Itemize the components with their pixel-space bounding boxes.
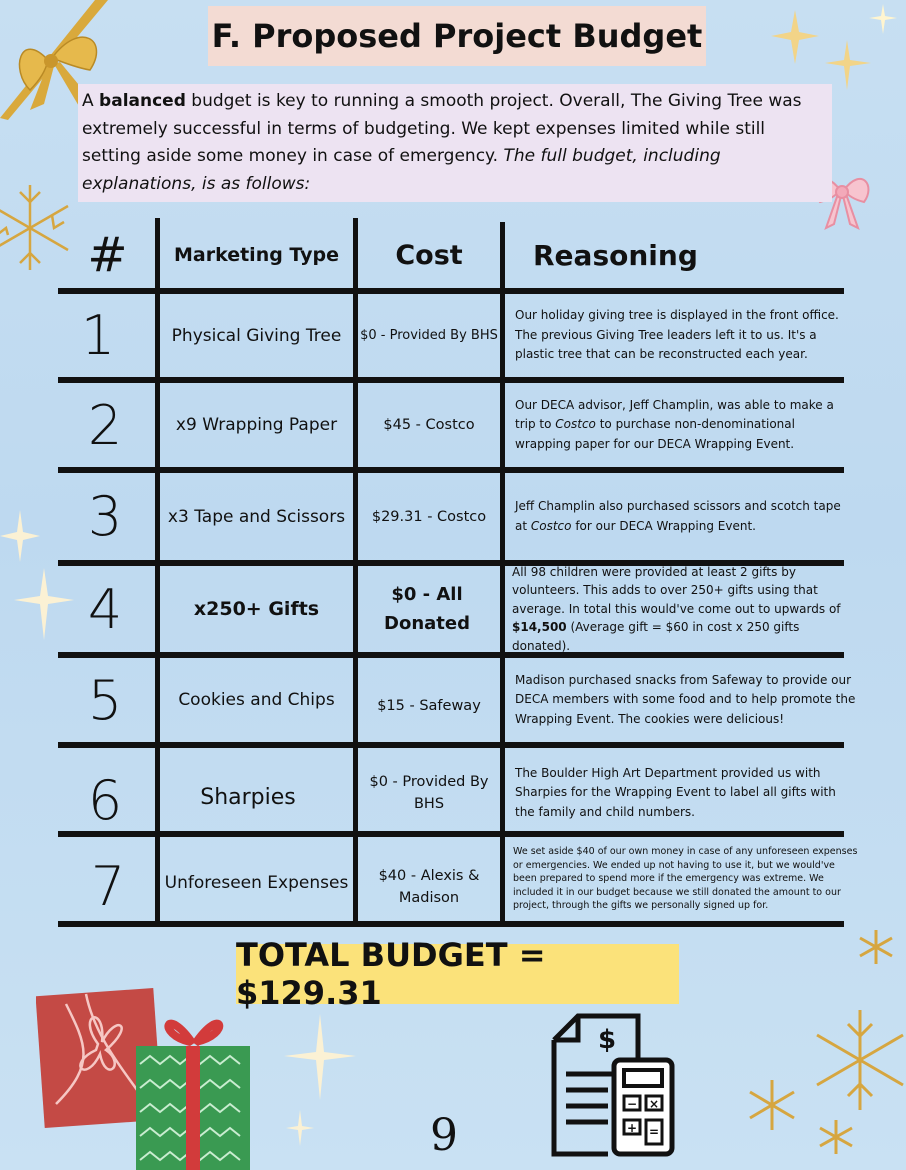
- row-type: x9 Wrapping Paper: [175, 415, 338, 435]
- page-number: 9: [430, 1110, 458, 1161]
- table-header-type: Marketing Type: [173, 244, 340, 266]
- row-reasoning: Madison purchased snacks from Safeway to provide our DECA members with some food and to help promote the Wrapping Event. The cookies were delicious!: [515, 672, 856, 726]
- row-number: 2: [87, 393, 123, 457]
- row-cost: $45 - Costco: [383, 417, 475, 433]
- total-budget: TOTAL BUDGET = $129.31: [236, 944, 679, 1004]
- row-reasoning: The Boulder High Art Department provided us with Sharpies for the Wrapping Event to label all gifts with the family and child numbers.: [515, 765, 836, 819]
- row-reasoning: We set aside $40 of our own money in case of any unforeseen expenses or emergencies. We ended up not having to use it, but we would've been prepared to spend more if the emergency was extreme. We included it in our budget because we still donated the amount to our project, through the gifts we personally signed up for.: [513, 846, 858, 912]
- table-header-reasoning: Reasoning: [533, 238, 698, 272]
- row-cost: $0 - All Donated: [384, 584, 470, 634]
- row-number: 1: [80, 304, 116, 367]
- row-cost: $15 - Safeway: [377, 698, 481, 714]
- row-reasoning: Jeff Champlin also purchased scissors and scotch tape at Costco for our DECA Wrapping Event.: [515, 499, 841, 533]
- row-reasoning: Our holiday giving tree is displayed in the front office. The previous Giving Tree leaders left it to us. It's a plastic tree that can be reconstructed each year.: [515, 308, 839, 362]
- row-type: Cookies and Chips: [178, 690, 335, 710]
- svg-text:=: =: [649, 1125, 660, 1139]
- row-number: 7: [90, 854, 126, 918]
- row-cost: $0 - Provided By BHS: [369, 774, 489, 812]
- intro-paragraph: A balanced budget is key to running a smooth project. Overall, The Giving Tree was extremely successful in terms of budgeting. We kept expenses limited while still setting aside some money in case of emergency. The full budget, including explanations, is as follows:: [78, 84, 832, 202]
- row-number: 5: [87, 668, 123, 732]
- row-reasoning: All 98 children were provided at least 2 gifts by volunteers. This adds to over 250+ gifts using that average. In total this would've come out to upwards of $14,500 (Average gift = $60 in cost x 250 gifts donated).: [512, 564, 841, 653]
- row-type: x250+ Gifts: [193, 598, 320, 620]
- svg-text:+: +: [627, 1121, 638, 1135]
- row-type: Physical Giving Tree: [171, 325, 342, 346]
- gift-boxes-icon: [36, 984, 256, 1170]
- svg-text:×: ×: [649, 1097, 660, 1111]
- row-number: 6: [87, 768, 123, 832]
- snowflake-icon: [740, 900, 906, 1160]
- sparkle-star-icon: [280, 1010, 360, 1150]
- page-title: F. Proposed Project Budget: [208, 6, 706, 66]
- row-type: Unforeseen Expenses: [164, 873, 349, 893]
- row-type: Sharpies: [200, 784, 296, 810]
- row-reasoning: Our DECA advisor, Jeff Champlin, was able to make a trip to Costco to purchase non-denominational wrapping paper for our DECA Wrapping Event.: [515, 397, 834, 451]
- row-type: x3 Tape and Scissors: [167, 506, 346, 527]
- row-number: 4: [87, 577, 123, 641]
- row-number: 3: [87, 485, 123, 548]
- row-cost: $29.31 - Costco: [371, 508, 487, 525]
- table-header-cost: Cost: [395, 239, 463, 271]
- svg-text:−: −: [627, 1097, 638, 1111]
- table-header-number: #: [87, 227, 128, 283]
- row-cost: $40 - Alexis & Madison: [378, 868, 480, 906]
- budget-calculator-icon: [548, 1010, 678, 1160]
- row-cost: $0 - Provided By BHS: [360, 327, 498, 343]
- svg-text:$: $: [598, 1025, 617, 1055]
